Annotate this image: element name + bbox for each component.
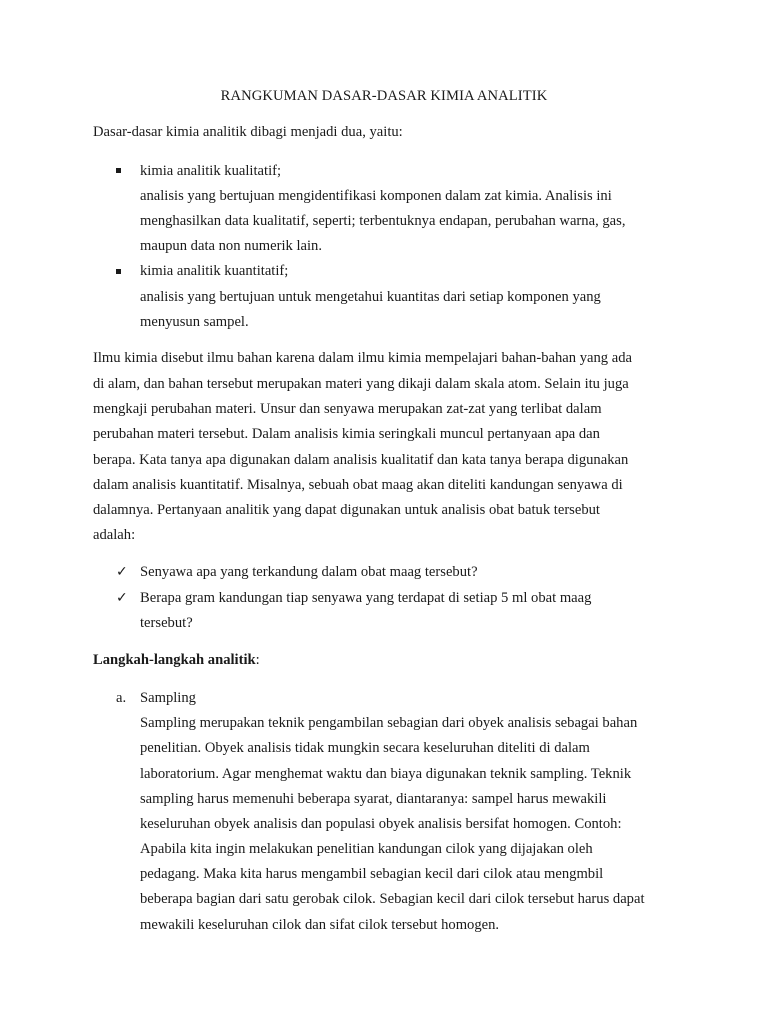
intro-text: Dasar-dasar kimia analitik dibagi menjadi dua, yaitu:	[93, 124, 403, 140]
paragraph-line: adalah:	[93, 527, 136, 543]
paragraph-line: berapa. Kata tanya apa digunakan dalam analisis kualitatif dan kata tanya berapa digunakan	[93, 452, 629, 468]
type-text-line: analisis yang bertujuan mengidentifikasi komponen dalam zat kimia. Analisis ini	[140, 188, 612, 204]
step-text-line: Apabila kita ingin melakukan penelitian kandungan cilok yang dijajakan oleh	[140, 841, 593, 857]
paragraph-line: perubahan materi tersebut. Dalam analisis kimia seringkali muncul pertanyaan apa dan	[93, 426, 600, 442]
question-line: Berapa gram kandungan tiap senyawa yang terdapat di setiap 5 ml obat maag	[140, 590, 592, 606]
step-text-line: penelitian. Obyek analisis tidak mungkin secara keseluruhan diteliti di dalam	[140, 740, 590, 756]
question-line: tersebut?	[140, 615, 193, 631]
paragraph-line: Ilmu kimia disebut ilmu bahan karena dalam ilmu kimia mempelajari bahan-bahan yang ada	[93, 350, 632, 366]
paragraph-line: dalam analisis kuantitatif. Misalnya, sebuah obat maag akan diteliti kandungan senyawa di	[93, 477, 623, 493]
type-heading-kualitatif: kimia analitik kualitatif;	[140, 163, 282, 179]
steps-heading-suffix: :	[255, 652, 260, 668]
step-text-line: laboratorium. Agar menghemat waktu dan biaya digunakan teknik sampling. Teknik	[140, 766, 632, 782]
type-text-line: menghasilkan data kualitatif, seperti; terbentuknya endapan, perubahan warna, gas,	[140, 213, 626, 229]
type-text-line: analisis yang bertujuan untuk mengetahui kuantitas dari setiap komponen yang	[140, 289, 601, 305]
question-line: Senyawa apa yang terkandung dalam obat maag tersebut?	[140, 564, 478, 580]
paragraph-line: mengkaji perubahan materi. Unsur dan senyawa merupakan zat-zat yang terlibat dalam	[93, 401, 602, 417]
step-text-line: pedagang. Maka kita harus mengambil sebagian kecil dari cilok atau mengmbil	[140, 866, 604, 882]
paragraph-line: di alam, dan bahan tersebut merupakan materi yang dikaji dalam skala atom. Selain itu juga	[93, 376, 629, 392]
step-text-line: sampling harus memenuhi beberapa syarat, diantaranya: sampel harus mewakili	[140, 791, 607, 807]
steps-heading-text: Langkah-langkah analitik	[93, 652, 256, 668]
document-title: RANGKUMAN DASAR-DASAR KIMIA ANALITIK	[220, 88, 548, 104]
step-text-line: mewakili keseluruhan cilok dan sifat cilok tersebut homogen.	[140, 917, 500, 933]
step-marker: a.	[116, 690, 127, 706]
step-text-line: Sampling merupakan teknik pengambilan sebagian dari obyek analisis sebagai bahan	[140, 715, 638, 731]
type-text-line: maupun data non numerik lain.	[140, 238, 322, 254]
square-bullet-icon	[116, 168, 121, 173]
paragraph-line: dalamnya. Pertanyaan analitik yang dapat digunakan untuk analisis obat batuk tersebut	[93, 502, 600, 518]
type-text-line: menyusun sampel.	[140, 314, 249, 330]
checkmark-icon: ✓	[116, 590, 128, 606]
step-text-line: keseluruhan obyek analisis dan populasi obyek analisis bersifat homogen. Contoh:	[140, 816, 622, 832]
square-bullet-icon	[116, 269, 121, 274]
step-heading: Sampling	[140, 690, 196, 706]
type-heading-kuantitatif: kimia analitik kuantitatif;	[140, 263, 289, 279]
steps-heading	[93, 651, 260, 669]
checkmark-icon: ✓	[116, 564, 128, 580]
step-text-line: beberapa bagian dari satu gerobak cilok. Sebagian kecil dari cilok tersebut harus dapat	[140, 891, 645, 907]
